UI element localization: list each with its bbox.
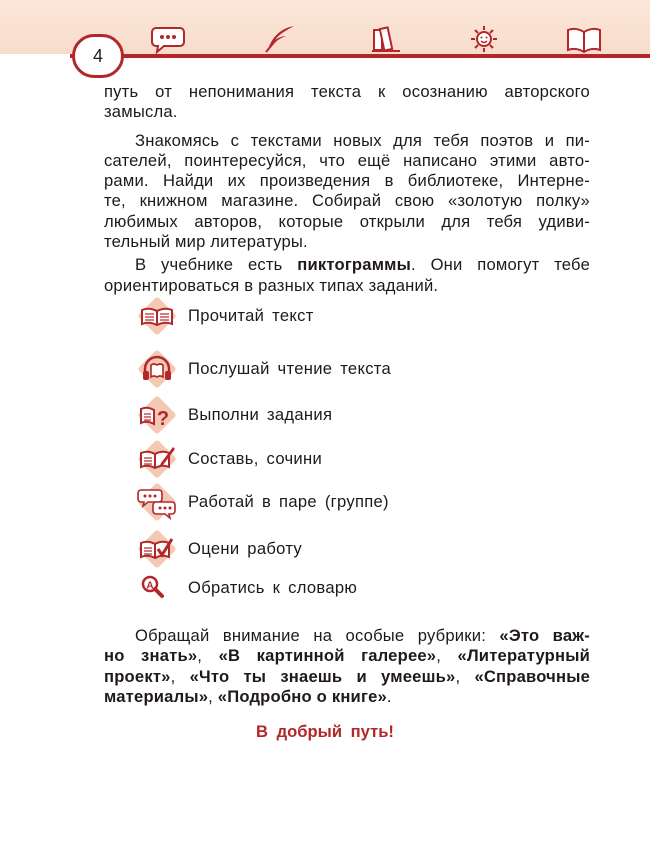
text-line: сателей, поинтересуйся, что ещё написано этими авто- (104, 150, 590, 170)
pictogram-label: Послушай чтение текста (188, 359, 392, 378)
text-line: тельный мир литературы. (104, 232, 308, 252)
pictograms-term: пиктограммы (297, 255, 412, 275)
pictogram-row (136, 396, 332, 434)
pictogram-label: Обратись к словарю (188, 578, 358, 597)
bookshelf-icon (368, 24, 404, 54)
magnifier-icon (136, 568, 178, 608)
speech-bubbles-icon (136, 482, 178, 522)
text-line: Знакомясь с текстами новых для тебя поэтов и пи- (135, 130, 590, 150)
text-line: материалы», «Подробно о книге». (104, 686, 392, 706)
svg-text:А: А (146, 580, 154, 592)
text-line: ориентироваться в разных типах заданий. (104, 275, 439, 295)
pictogram-label: Работай в паре (группе) (188, 492, 389, 511)
intro-text (104, 82, 590, 296)
listen-book-icon (136, 349, 178, 389)
sun-icon (466, 24, 502, 54)
pictogram-row (136, 297, 314, 335)
rubrics-text (104, 626, 590, 707)
closing-greeting: В добрый путь! (256, 722, 394, 741)
text-line: замысла. (104, 102, 178, 122)
text-line: любимых авторов, которые открыли для тебя удиви- (104, 211, 590, 231)
svg-text:?: ? (156, 408, 170, 430)
speech-bubble-icon (150, 24, 186, 54)
pictogram-label: Составь, сочини (188, 449, 323, 468)
pictogram-row (136, 569, 357, 607)
text-line: путь от непонимания текста к осознанию авторского (104, 82, 590, 101)
pictogram-label: Прочитай текст (188, 306, 314, 325)
pictogram-row (136, 483, 389, 521)
pictogram-row (136, 350, 391, 388)
text-line: рами. Найди их произведения в библиотеке, Интерне- (104, 171, 590, 191)
text-line: но знать», «В картинной галерее», «Литературный (104, 646, 591, 666)
pen-book-icon (136, 439, 178, 479)
feather-icon (262, 24, 298, 54)
question-book-icon (136, 395, 178, 435)
text-line: проект», «Что ты знаешь и умеешь», «Справочные (104, 666, 590, 686)
text-line: Обращай внимание на особые рубрики: «Это важ- (135, 626, 590, 645)
open-book-icon (566, 24, 602, 54)
pictogram-label: Выполни задания (188, 405, 333, 424)
pictogram-label: Оцени работу (188, 539, 303, 558)
text-line: те, книжном магазине. Собирай свою «золотую полку» (104, 191, 590, 211)
pictogram-row (136, 530, 302, 568)
page-number: 4 (72, 34, 124, 78)
header-rule (70, 54, 650, 58)
text-line: В учебнике есть пиктограммы. Они помогут тебе (135, 255, 590, 275)
pictogram-row (136, 440, 322, 478)
check-book-icon (136, 529, 178, 569)
read-book-icon (136, 296, 178, 336)
